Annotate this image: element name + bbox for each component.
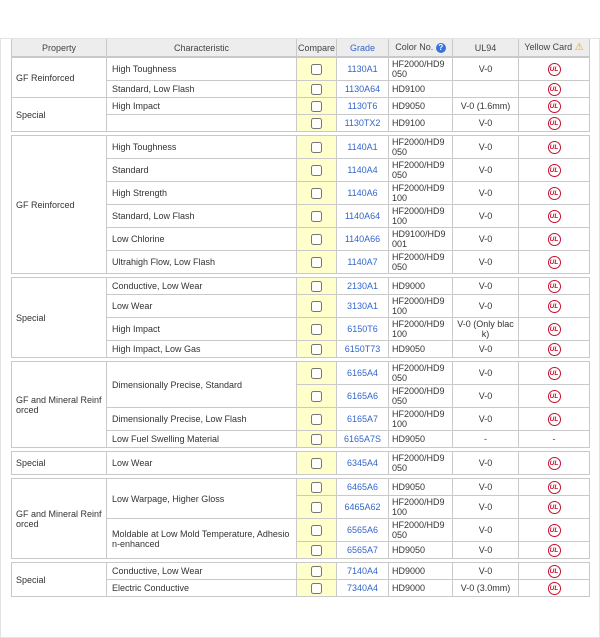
color-no-cell: HF2000/HD9100 xyxy=(389,205,453,228)
yellow-card-cell xyxy=(519,81,590,98)
ul94-cell: V-0 xyxy=(453,295,519,318)
grade-cell xyxy=(337,295,389,318)
grade-table-block xyxy=(11,277,590,358)
yellow-card-cell xyxy=(519,341,590,358)
grade-link[interactable]: 3130A1 xyxy=(346,301,379,311)
col-header-color-no-label: Color No. xyxy=(395,42,434,52)
characteristic-cell: Electric Conductive xyxy=(107,580,297,597)
ul-mark-icon[interactable]: UL xyxy=(548,390,561,403)
col-header-yellow-card xyxy=(519,39,590,57)
grade-table-block xyxy=(11,361,590,448)
ul94-cell: V-0 xyxy=(453,159,519,182)
ul94-cell: V-0 xyxy=(453,385,519,408)
property-cell: Special xyxy=(12,278,107,358)
grade-link[interactable]: 6165A4 xyxy=(346,368,379,378)
grade-link[interactable]: 1130T6 xyxy=(347,101,378,111)
characteristic-cell: Moldable at Low Mold Temperature, Adhesion-enhanced xyxy=(107,519,297,559)
characteristic-cell: Low Warpage, Higher Gloss xyxy=(107,479,297,519)
grade-link[interactable]: 1140A4 xyxy=(347,165,378,175)
grade-link[interactable]: 1140A7 xyxy=(347,257,378,267)
ul-mark-icon[interactable]: UL xyxy=(548,544,561,557)
yellow-card-cell xyxy=(519,98,590,115)
compare-checkbox[interactable] xyxy=(311,482,322,493)
grade-link[interactable]: 6465A6 xyxy=(346,482,379,492)
grade-cell xyxy=(337,182,389,205)
grade-cell xyxy=(337,228,389,251)
grade-cell xyxy=(337,580,389,597)
ul-mark-icon[interactable]: UL xyxy=(548,256,561,269)
color-no-cell: HD9050 xyxy=(389,479,453,496)
compare-cell xyxy=(297,580,337,597)
compare-cell xyxy=(297,295,337,318)
compare-cell xyxy=(297,519,337,542)
grade-link[interactable]: 6165A7S xyxy=(343,434,382,444)
characteristic-cell: High Impact xyxy=(107,98,297,115)
characteristic-cell: High Impact xyxy=(107,318,297,341)
yellow-card-cell xyxy=(519,205,590,228)
property-cell: GF and Mineral Reinforced xyxy=(12,362,107,448)
color-no-cell: HD9050 xyxy=(389,431,453,448)
compare-checkbox[interactable] xyxy=(311,545,322,556)
ul-mark-icon[interactable]: UL xyxy=(548,280,561,293)
ul94-cell: V-0 xyxy=(453,362,519,385)
grade-link[interactable]: 7340A4 xyxy=(346,583,379,593)
compare-checkbox[interactable] xyxy=(311,211,322,222)
yellow-card-cell xyxy=(519,362,590,385)
yellow-card-cell xyxy=(519,563,590,580)
ul-mark-icon[interactable]: UL xyxy=(548,63,561,76)
table-blocks xyxy=(11,57,589,597)
ul94-cell: V-0 (Only black) xyxy=(453,318,519,341)
color-no-cell: HF2000/HD9100 xyxy=(389,496,453,519)
compare-checkbox[interactable] xyxy=(311,344,322,355)
compare-checkbox[interactable] xyxy=(311,84,322,95)
compare-checkbox[interactable] xyxy=(311,188,322,199)
compare-checkbox[interactable] xyxy=(311,502,322,513)
ul-mark-icon[interactable]: UL xyxy=(548,501,561,514)
ul-mark-icon[interactable]: UL xyxy=(548,187,561,200)
ul-mark-icon[interactable]: UL xyxy=(548,481,561,494)
color-no-cell: HD9000 xyxy=(389,278,453,295)
grade-cell xyxy=(337,251,389,274)
compare-checkbox[interactable] xyxy=(311,525,322,536)
color-no-cell: HF2000/HD9050 xyxy=(389,452,453,475)
compare-cell xyxy=(297,205,337,228)
compare-cell xyxy=(297,159,337,182)
grade-cell xyxy=(337,318,389,341)
ul94-cell: V-0 xyxy=(453,563,519,580)
yellow-card-cell xyxy=(519,479,590,496)
grade-table-block xyxy=(11,562,590,597)
characteristic-cell: Dimensionally Precise, Low Flash xyxy=(107,408,297,431)
grade-cell xyxy=(337,81,389,98)
property-cell: Special xyxy=(12,563,107,597)
grade-link[interactable]: 1130A64 xyxy=(344,84,381,94)
compare-cell xyxy=(297,385,337,408)
compare-checkbox[interactable] xyxy=(311,64,322,75)
yellow-card-cell xyxy=(519,452,590,475)
grade-cell xyxy=(337,452,389,475)
table-row xyxy=(12,98,590,115)
ul-mark-icon[interactable]: UL xyxy=(548,100,561,113)
property-cell: GF Reinforced xyxy=(12,136,107,274)
col-header-yellow-card-label: Yellow Card xyxy=(524,42,573,52)
characteristic-cell: High Toughness xyxy=(107,58,297,81)
characteristic-cell: Low Chlorine xyxy=(107,228,297,251)
ul-mark-icon[interactable]: UL xyxy=(548,565,561,578)
color-no-cell: HF2000/HD9100 xyxy=(389,318,453,341)
characteristic-cell: Low Wear xyxy=(107,452,297,475)
ul94-cell: V-0 xyxy=(453,58,519,81)
table-row xyxy=(12,362,590,385)
grade-cell xyxy=(337,563,389,580)
compare-cell xyxy=(297,496,337,519)
ul-mark-icon[interactable]: UL xyxy=(548,367,561,380)
yellow-card-cell xyxy=(519,542,590,559)
col-header-grade: Grade xyxy=(337,39,389,57)
property-cell: Special xyxy=(12,452,107,475)
ul-mark-icon[interactable]: UL xyxy=(548,117,561,130)
ul94-cell xyxy=(453,81,519,98)
grade-link[interactable]: 1140A66 xyxy=(344,234,381,244)
ul94-cell: V-0 xyxy=(453,496,519,519)
characteristic-cell: High Impact, Low Gas xyxy=(107,341,297,358)
grade-cell xyxy=(337,479,389,496)
grade-table-block xyxy=(11,57,590,132)
property-cell: Special xyxy=(12,98,107,132)
color-no-cell: HF2000/HD9050 xyxy=(389,385,453,408)
table-row xyxy=(12,452,590,475)
table-row xyxy=(12,479,590,496)
grade-link[interactable]: 6150T6 xyxy=(347,324,378,334)
grade-cell xyxy=(337,205,389,228)
ul-mark-icon[interactable]: UL xyxy=(548,300,561,313)
table-row xyxy=(12,136,590,159)
ul-mark-icon[interactable]: UL xyxy=(548,83,561,96)
yellow-card-cell xyxy=(519,136,590,159)
yellow-card-cell xyxy=(519,278,590,295)
col-header-property: Property xyxy=(12,39,107,57)
grade-table-block xyxy=(11,135,590,274)
compare-checkbox[interactable] xyxy=(311,391,322,402)
grade-cell xyxy=(337,58,389,81)
grade-link[interactable]: 6565A7 xyxy=(346,545,379,555)
compare-checkbox[interactable] xyxy=(311,234,322,245)
property-cell: GF and Mineral Reinforced xyxy=(12,479,107,559)
ul94-cell: V-0 xyxy=(453,542,519,559)
ul94-cell: V-0 xyxy=(453,136,519,159)
warning-icon: ⚠ xyxy=(574,42,584,53)
yellow-card-cell: - xyxy=(519,431,590,448)
grade-table-block xyxy=(11,451,590,475)
grade-cell xyxy=(337,519,389,542)
ul-mark-icon[interactable]: UL xyxy=(548,141,561,154)
compare-checkbox[interactable] xyxy=(311,368,322,379)
compare-cell xyxy=(297,318,337,341)
color-no-cell: HD9050 xyxy=(389,341,453,358)
grade-link[interactable]: 1140A64 xyxy=(344,211,381,221)
color-no-cell: HD9000 xyxy=(389,580,453,597)
color-no-cell: HD9100/HD9001 xyxy=(389,228,453,251)
compare-cell xyxy=(297,115,337,132)
color-no-cell: HF2000/HD9050 xyxy=(389,58,453,81)
compare-cell xyxy=(297,228,337,251)
compare-checkbox[interactable] xyxy=(311,414,322,425)
ul-mark-icon[interactable]: UL xyxy=(548,343,561,356)
yellow-card-cell xyxy=(519,58,590,81)
compare-checkbox[interactable] xyxy=(311,566,322,577)
color-no-cell: HF2000/HD9050 xyxy=(389,136,453,159)
table-header xyxy=(11,38,590,57)
grade-cell xyxy=(337,408,389,431)
color-no-cell: HF2000/HD9050 xyxy=(389,362,453,385)
grade-link[interactable]: 2130A1 xyxy=(346,281,379,291)
grade-cell xyxy=(337,159,389,182)
compare-checkbox[interactable] xyxy=(311,583,322,594)
ul-mark-icon[interactable]: UL xyxy=(548,582,561,595)
grade-cell xyxy=(337,385,389,408)
ul94-cell: V-0 xyxy=(453,452,519,475)
grade-link[interactable]: 6565A6 xyxy=(346,525,379,535)
col-header-compare: Compare xyxy=(297,39,337,57)
yellow-card-cell xyxy=(519,385,590,408)
grade-cell xyxy=(337,542,389,559)
compare-cell xyxy=(297,136,337,159)
characteristic-cell: Standard, Low Flash xyxy=(107,205,297,228)
ul-mark-icon[interactable]: UL xyxy=(548,164,561,177)
col-header-ul94: UL94 xyxy=(453,39,519,57)
col-header-color-no xyxy=(389,39,453,57)
ul94-cell: V-0 xyxy=(453,205,519,228)
color-no-cell: HD9050 xyxy=(389,98,453,115)
grade-comparison-table xyxy=(11,38,589,597)
characteristic-cell: Low Fuel Swelling Material xyxy=(107,431,297,448)
compare-cell xyxy=(297,431,337,448)
ul94-cell: - xyxy=(453,431,519,448)
compare-cell xyxy=(297,58,337,81)
compare-cell xyxy=(297,81,337,98)
grade-link[interactable]: 1130TX2 xyxy=(344,118,381,128)
ul-mark-icon[interactable]: UL xyxy=(548,413,561,426)
yellow-card-cell xyxy=(519,496,590,519)
compare-checkbox[interactable] xyxy=(311,458,322,469)
color-no-cell: HF2000/HD9100 xyxy=(389,295,453,318)
compare-cell xyxy=(297,542,337,559)
grade-link[interactable]: 1140A1 xyxy=(347,142,378,152)
compare-cell xyxy=(297,408,337,431)
characteristic-cell: Ultrahigh Flow, Low Flash xyxy=(107,251,297,274)
compare-checkbox[interactable] xyxy=(311,434,322,445)
compare-cell xyxy=(297,563,337,580)
compare-checkbox[interactable] xyxy=(311,118,322,129)
compare-checkbox[interactable] xyxy=(311,257,322,268)
characteristic-cell: Low Wear xyxy=(107,295,297,318)
compare-cell xyxy=(297,98,337,115)
compare-cell xyxy=(297,362,337,385)
color-no-cell: HD9100 xyxy=(389,81,453,98)
grade-link[interactable]: 7140A4 xyxy=(346,566,379,576)
grade-link[interactable]: 1140A6 xyxy=(347,188,378,198)
grade-cell xyxy=(337,496,389,519)
compare-cell xyxy=(297,278,337,295)
characteristic-cell: Conductive, Low Wear xyxy=(107,278,297,295)
grade-link[interactable]: 6345A4 xyxy=(346,458,379,468)
color-no-cell: HF2000/HD9050 xyxy=(389,159,453,182)
ul-mark-icon[interactable]: UL xyxy=(548,233,561,246)
characteristic-cell: High Strength xyxy=(107,182,297,205)
col-header-characteristic: Characteristic xyxy=(107,39,297,57)
ul94-cell: V-0 xyxy=(453,408,519,431)
yellow-card-cell xyxy=(519,228,590,251)
header-row xyxy=(12,39,590,57)
ul-mark-icon[interactable]: UL xyxy=(548,323,561,336)
ul94-cell: V-0 xyxy=(453,519,519,542)
grade-cell xyxy=(337,115,389,132)
yellow-card-cell xyxy=(519,519,590,542)
compare-checkbox[interactable] xyxy=(311,281,322,292)
yellow-card-cell xyxy=(519,580,590,597)
ul94-cell: V-0 xyxy=(453,251,519,274)
table-row xyxy=(12,563,590,580)
characteristic-cell: Standard xyxy=(107,159,297,182)
grade-cell xyxy=(337,278,389,295)
yellow-card-cell xyxy=(519,251,590,274)
compare-checkbox[interactable] xyxy=(311,101,322,112)
color-no-cell: HF2000/HD9050 xyxy=(389,519,453,542)
compare-checkbox[interactable] xyxy=(311,165,322,176)
color-no-cell: HF2000/HD9100 xyxy=(389,408,453,431)
grade-link[interactable]: 1130A1 xyxy=(347,64,378,74)
table-row xyxy=(12,278,590,295)
help-icon[interactable]: ? xyxy=(436,43,446,53)
grade-link[interactable]: 6465A62 xyxy=(344,502,381,512)
yellow-card-cell xyxy=(519,408,590,431)
ul94-cell: V-0 xyxy=(453,341,519,358)
compare-cell xyxy=(297,341,337,358)
yellow-card-cell xyxy=(519,318,590,341)
grade-cell xyxy=(337,98,389,115)
grade-link[interactable]: 6150T73 xyxy=(344,344,381,354)
compare-cell xyxy=(297,452,337,475)
compare-cell xyxy=(297,251,337,274)
compare-cell xyxy=(297,182,337,205)
grade-table-block xyxy=(11,478,590,559)
yellow-card-cell xyxy=(519,182,590,205)
grade-link[interactable]: 6165A6 xyxy=(346,391,379,401)
compare-checkbox[interactable] xyxy=(311,324,322,335)
color-no-cell: HD9000 xyxy=(389,563,453,580)
grade-cell xyxy=(337,341,389,358)
yellow-card-cell xyxy=(519,159,590,182)
yellow-card-cell xyxy=(519,115,590,132)
ul94-cell: V-0 (1.6mm) xyxy=(453,98,519,115)
characteristic-cell xyxy=(107,115,297,132)
color-no-cell: HF2000/HD9050 xyxy=(389,251,453,274)
color-no-cell: HF2000/HD9100 xyxy=(389,182,453,205)
property-cell: GF Reinforced xyxy=(12,58,107,98)
ul94-cell: V-0 xyxy=(453,115,519,132)
compare-checkbox[interactable] xyxy=(311,301,322,312)
grade-cell xyxy=(337,431,389,448)
ul-mark-icon[interactable]: UL xyxy=(548,457,561,470)
characteristic-cell: Standard, Low Flash xyxy=(107,81,297,98)
color-no-cell: HD9050 xyxy=(389,542,453,559)
ul94-cell: V-0 xyxy=(453,278,519,295)
grade-cell xyxy=(337,136,389,159)
ul94-cell: V-0 xyxy=(453,228,519,251)
compare-cell xyxy=(297,479,337,496)
characteristic-cell: Dimensionally Precise, Standard xyxy=(107,362,297,408)
ul94-cell: V-0 xyxy=(453,479,519,496)
ul-mark-icon[interactable]: UL xyxy=(548,524,561,537)
color-no-cell: HD9100 xyxy=(389,115,453,132)
ul94-cell: V-0 xyxy=(453,182,519,205)
ul-mark-icon[interactable]: UL xyxy=(548,210,561,223)
characteristic-cell: Conductive, Low Wear xyxy=(107,563,297,580)
grade-link[interactable]: 6165A7 xyxy=(346,414,379,424)
yellow-card-cell xyxy=(519,295,590,318)
grade-cell xyxy=(337,362,389,385)
ul94-cell: V-0 (3.0mm) xyxy=(453,580,519,597)
compare-checkbox[interactable] xyxy=(311,142,322,153)
characteristic-cell: High Toughness xyxy=(107,136,297,159)
table-row xyxy=(12,58,590,81)
